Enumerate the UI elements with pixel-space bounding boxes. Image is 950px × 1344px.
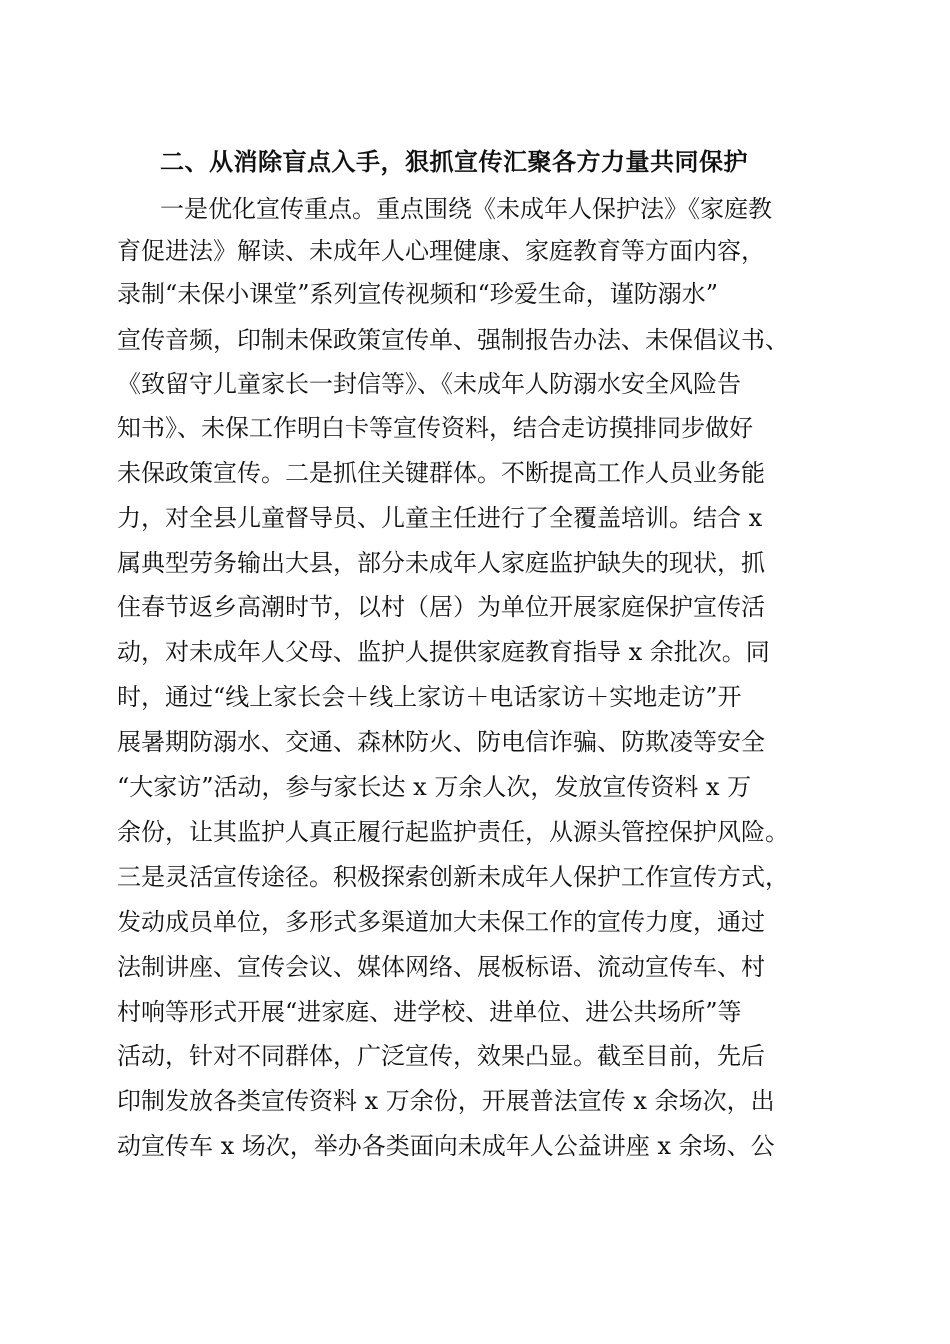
text-line: 三是灵活宣传途径。积极探索创新未成年人保护工作宣传方式， (117, 863, 789, 891)
text-line: 宣传音频，印制未保政策宣传单、强制报告办法、未保倡议书、 (117, 326, 789, 354)
text-line: 住春节返乡高潮时节，以村（居）为单位开展家庭保护宣传活 (117, 593, 765, 621)
text-line: 力，对全县儿童督导员、儿童主任进行了全覆盖培训。结合 x (117, 504, 763, 532)
text-line: 时，通过“线上家长会＋线上家访＋电话家访＋实地走访”开 (117, 683, 742, 711)
text-line: 活动，针对不同群体，广泛宣传，效果凸显。截至目前，先后 (117, 1042, 765, 1070)
text-line: 法制讲座、宣传会议、媒体网络、展板标语、流动宣传车、村 (117, 953, 765, 981)
text-line: 印制发放各类宣传资料 x 万余份，开展普法宣传 x 余场次，出 (117, 1087, 775, 1115)
text-line: 未保政策宣传。二是抓住关键群体。不断提高工作人员业务能 (117, 459, 765, 487)
text-line: 村响等形式开展“进家庭、进学校、进单位、进公共场所”等 (117, 998, 742, 1026)
text-line: 发动成员单位，多形式多渠道加大未保工作的宣传力度，通过 (117, 908, 765, 936)
text-line: 《致留守儿童家长一封信等》、《未成年人防溺水安全风险告 (117, 370, 741, 398)
text-line: “大家访”活动，参与家长达 x 万余人次，发放宣传资料 x 万 (117, 773, 752, 801)
text-line: 录制“未保小课堂”系列宣传视频和“珍爱生命，谨防溺水” (117, 280, 719, 308)
section-heading: 二、从消除盲点入手，狠抓宣传汇聚各方力量共同保护 (160, 148, 748, 176)
text-line: 知书》、未保工作明白卡等宣传资料，结合走访摸排同步做好 (117, 414, 753, 442)
text-line: 属典型劳务输出大县，部分未成年人家庭监护缺失的现状，抓 (117, 549, 765, 577)
text-line: 展暑期防溺水、交通、森林防火、防电信诈骗、防欺凌等安全 (117, 728, 765, 756)
text-line: 动，对未成年人父母、监护人提供家庭教育指导 x 余批次。同 (117, 638, 770, 666)
text-line: 动宣传车 x 场次，举办各类面向未成年人公益讲座 x 余场、公 (117, 1132, 775, 1160)
text-line: 一是优化宣传重点。重点围绕《未成年人保护法》《家庭教 (160, 195, 772, 223)
text-line: 育促进法》解读、未成年人心理健康、家庭教育等方面内容， (117, 237, 765, 265)
text-line: 余份，让其监护人真正履行起监护责任，从源头管控保护风险。 (117, 818, 789, 846)
